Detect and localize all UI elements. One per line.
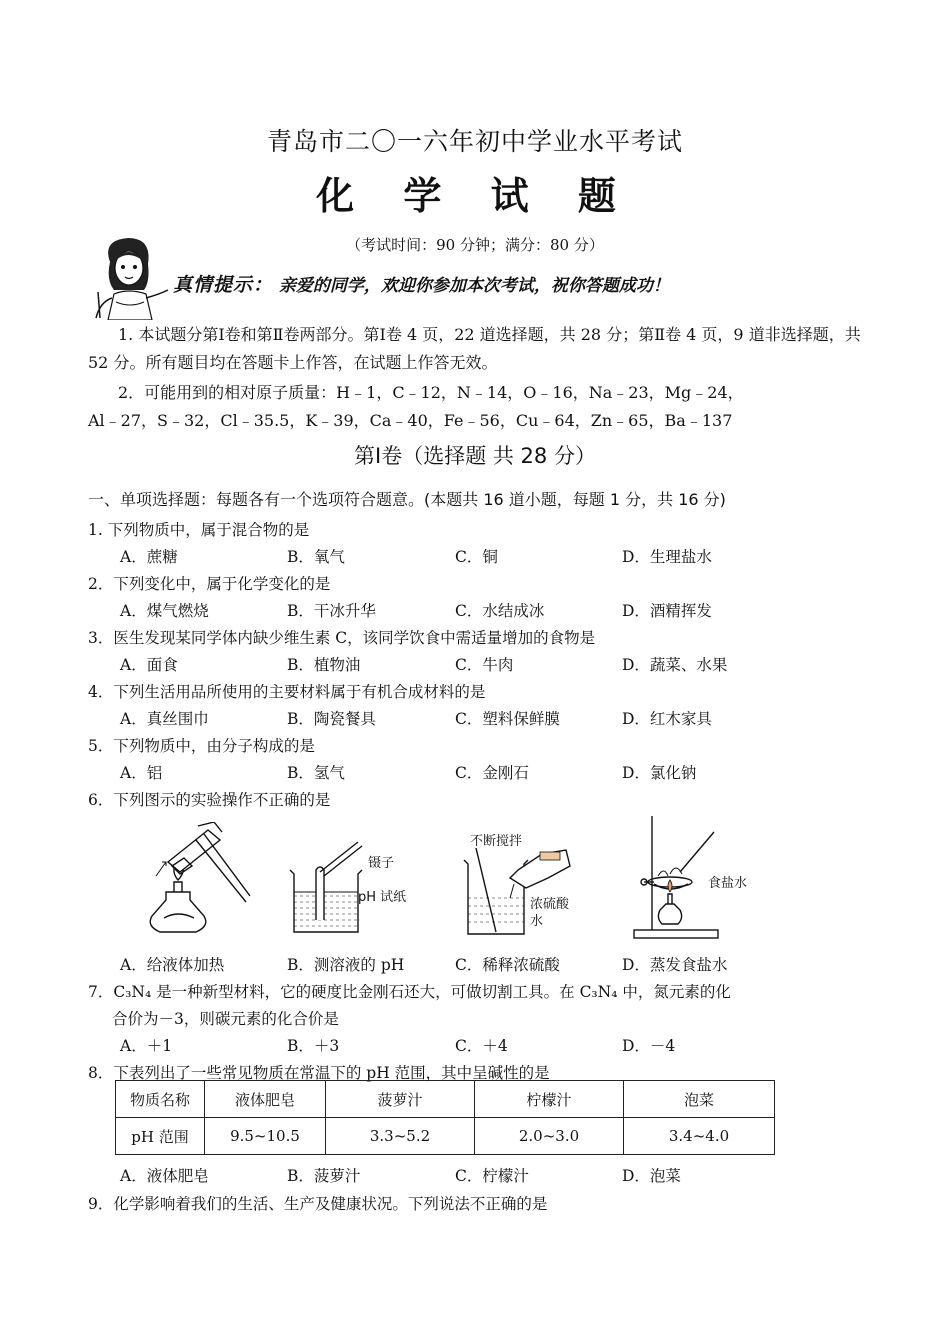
q1-option-d: D．生理盐水 (622, 548, 712, 566)
section-title: 第Ⅰ卷（选择题 共 28 分） (354, 444, 596, 468)
instruction-2b: Al﹣27，S﹣32，Cl﹣35.5，K﹣39，Ca﹣40，Fe﹣56，Cu﹣64，Zn﹣65，Ba﹣137 (88, 411, 733, 430)
question-6-stem: 6．下列图示的实验操作不正确的是 (88, 791, 331, 809)
q1-option-a: A．蔗糖 (120, 548, 178, 566)
question-2-stem: 2．下列变化中，属于化学变化的是 (88, 575, 331, 593)
question-5-stem: 5．下列物质中，由分子构成的是 (88, 737, 315, 755)
label-ph-paper: pH 试纸 (358, 890, 407, 905)
q7-option-b: B．＋3 (287, 1037, 340, 1055)
q4-option-a: A．真丝围巾 (120, 710, 209, 728)
ph-table-cell: 3.3~5.2 (326, 1118, 475, 1155)
q1-option-c: C．铜 (455, 548, 498, 566)
exam-title: 青岛市二〇一六年初中学业水平考试 (266, 127, 683, 156)
q4-option-c: C．塑料保鲜膜 (455, 710, 560, 728)
q6-option-c: C．稀释浓硫酸 (455, 956, 560, 974)
instruction-2a: 2．可能用到的相对原子质量：H﹣1，C﹣12，N﹣14，O﹣16，Na﹣23，Mg﹣24， (118, 383, 744, 402)
ph-table-cell: 2.0~3.0 (475, 1118, 624, 1155)
ph-table (115, 1080, 775, 1155)
ph-table-value-row (116, 1118, 775, 1155)
q5-option-a: A．铝 (120, 764, 163, 782)
q5-option-b: B．氢气 (287, 764, 345, 782)
q3-option-b: B．植物油 (287, 656, 361, 674)
q2-option-d: D．酒精挥发 (622, 602, 712, 620)
figure-measure-ph (288, 840, 368, 936)
q3-option-d: D．蔬菜、水果 (622, 656, 728, 674)
hint-line (173, 270, 670, 297)
label-salt-water: 食盐水 (708, 876, 748, 891)
q4-option-b: B．陶瓷餐具 (287, 710, 376, 728)
instruction-1b: 52 分。所有题目均在答题卡上作答，在试题上作答无效。 (88, 353, 498, 372)
q1-option-b: B．氧气 (287, 548, 345, 566)
ph-table-cell: 泡菜 (624, 1081, 775, 1118)
figure-heating-liquid (138, 822, 258, 934)
instruction-1a: 1. 本试题分第Ⅰ卷和第Ⅱ卷两部分。第Ⅰ卷 4 页，22 道选择题，共 28 分；第Ⅱ卷 4 页，9 道非选择题，共 (118, 325, 861, 344)
exam-info: （考试时间：90 分钟；满分：80 分） (346, 236, 604, 254)
q6-option-b: B．测溶液的 pH (287, 956, 405, 974)
ph-table-cell: 物质名称 (116, 1081, 205, 1118)
hint-label: 真情提示： (173, 274, 274, 296)
q3-option-c: C．牛肉 (455, 656, 514, 674)
figure-evaporate-salt-water (630, 814, 720, 940)
part-heading: 一、单项选择题：每题各有一个选项符合题意。(本题共 16 道小题，每题 1 分，共 16 分) (88, 490, 726, 509)
cartoon-girl-illustration (88, 232, 170, 320)
q4-option-d: D．红木家具 (622, 710, 712, 728)
ph-table-cell: 液体肥皂 (205, 1081, 326, 1118)
q7-option-a: A．＋1 (120, 1037, 173, 1055)
label-tweezers: 镊子 (368, 856, 395, 871)
q5-option-d: D．氯化钠 (622, 764, 697, 782)
q8-option-c: C．柠檬汁 (455, 1167, 529, 1185)
question-9-stem: 9．化学影响着我们的生活、生产及健康状况。下列说法不正确的是 (88, 1195, 548, 1213)
q7-option-c: C．＋4 (455, 1037, 508, 1055)
q7-option-d: D．－4 (622, 1037, 676, 1055)
q2-option-c: C．水结成冰 (455, 602, 545, 620)
question-4-stem: 4．下列生活用品所使用的主要材料属于有机合成材料的是 (88, 683, 486, 701)
label-water: 水 (530, 914, 544, 929)
ph-table-cell: pH 范围 (116, 1118, 205, 1155)
label-conc-acid: 浓硫酸 (530, 897, 570, 912)
question-1-stem: 1. 下列物质中，属于混合物的是 (88, 521, 310, 539)
ph-table-cell: 9.5~10.5 (205, 1118, 326, 1155)
q6-option-d: D．蒸发食盐水 (622, 956, 728, 974)
subject-title: 化 学 试 题 (316, 173, 634, 218)
q3-option-a: A．面食 (120, 656, 178, 674)
ph-table-cell: 柠檬汁 (475, 1081, 624, 1118)
ph-table-cell: 菠萝汁 (326, 1081, 475, 1118)
question-7-stem-b: 合价为－3，则碳元素的化合价是 (112, 1010, 339, 1028)
question-8-stem: 8．下表列出了一些常见物质在常温下的 pH 范围，其中呈碱性的是 (88, 1064, 550, 1082)
hint-text: 亲爱的同学，欢迎你参加本次考试，祝你答题成功！ (278, 276, 670, 296)
q8-option-b: B．菠萝汁 (287, 1167, 361, 1185)
label-stir: 不断搅拌 (470, 834, 523, 849)
q8-option-d: D．泡菜 (622, 1167, 681, 1185)
question-7-stem-a: 7．C₃N₄ 是一种新型材料，它的硬度比金刚石还大，可做切割工具。在 C₃N₄ 中，氮元素的化 (88, 983, 731, 1001)
q2-option-b: B．干冰升华 (287, 602, 376, 620)
question-3-stem: 3．医生发现某同学体内缺少维生素 C，该同学饮食中需适量增加的食物是 (88, 629, 596, 647)
q8-option-a: A．液体肥皂 (120, 1167, 209, 1185)
q5-option-c: C．金刚石 (455, 764, 529, 782)
q6-option-a: A．给液体加热 (120, 956, 225, 974)
q2-option-a: A．煤气燃烧 (120, 602, 209, 620)
ph-table-cell: 3.4~4.0 (624, 1118, 775, 1155)
ph-table-header-row (116, 1081, 775, 1118)
